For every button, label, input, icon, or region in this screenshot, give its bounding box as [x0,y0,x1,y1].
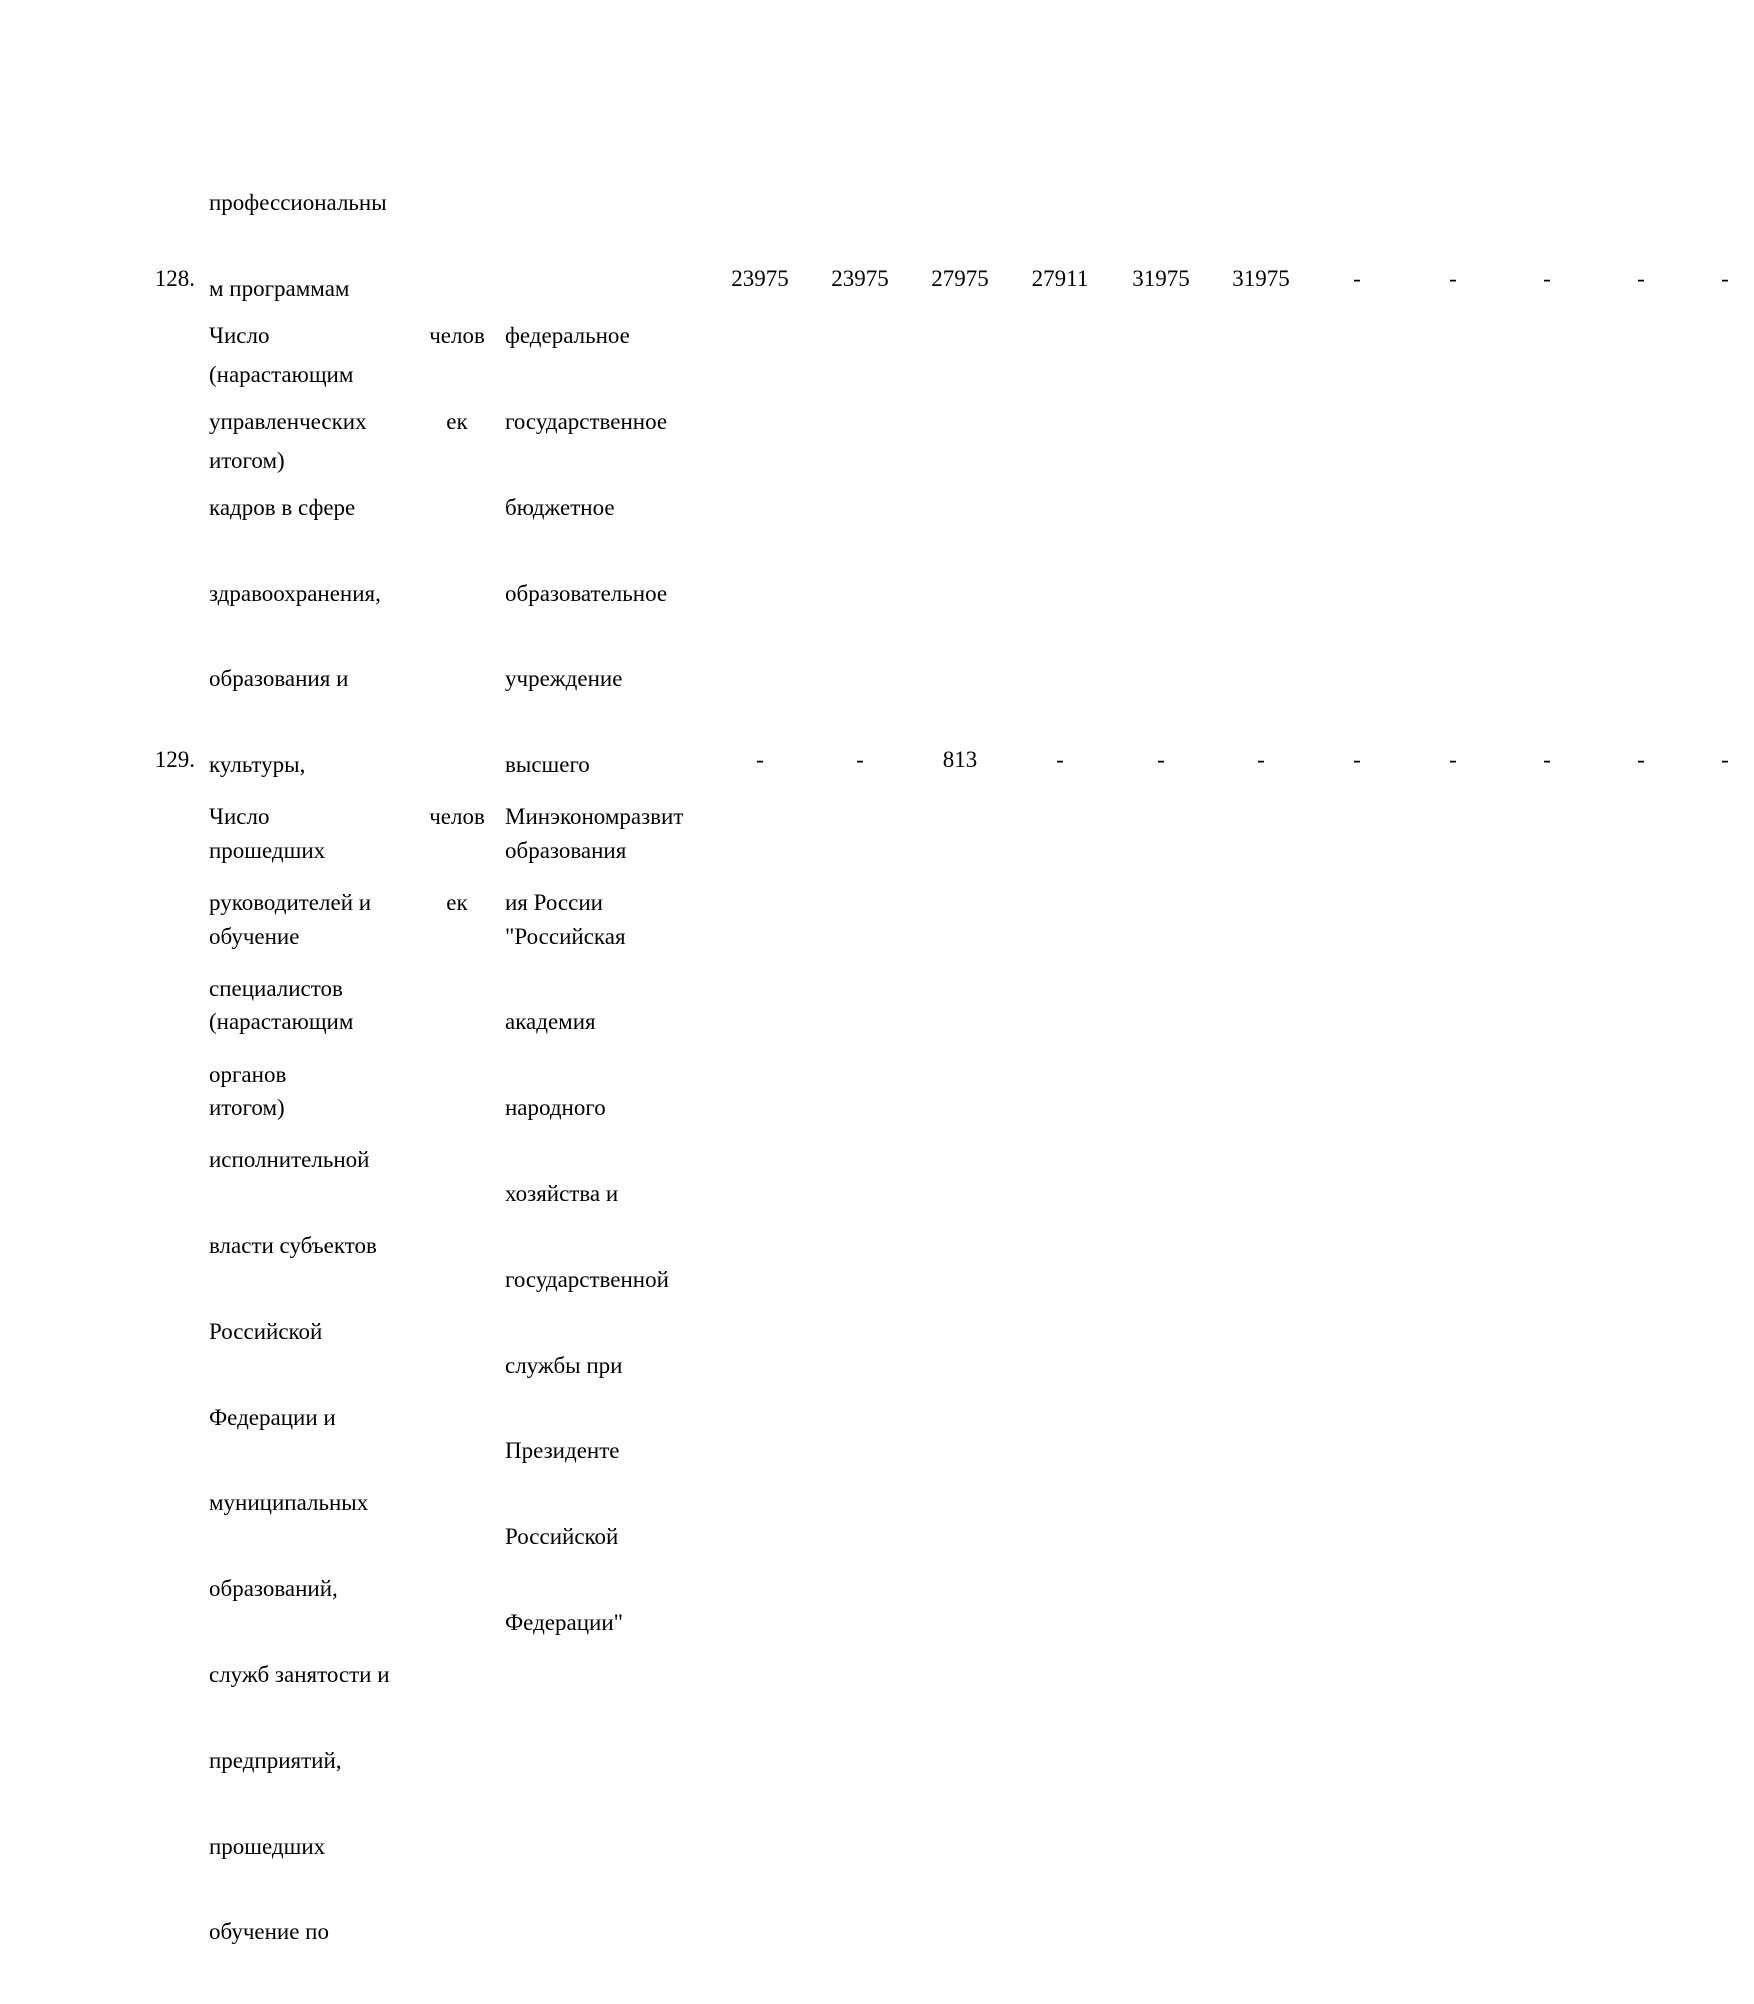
value-cell: - [756,747,764,772]
text-line: Минэкономразвит [505,804,684,830]
text-line: учреждение [505,666,623,692]
text-line: здравоохранения, [209,580,381,606]
value-cell: - [1056,747,1064,772]
text-line: Число [209,804,270,830]
value-cell: 23975 [831,266,889,291]
value-cell: - [1449,266,1457,291]
text-line: ек [446,889,468,915]
value-cell: - [1257,747,1265,772]
value-cell: 23975 [731,266,789,291]
text-line: власти субъектов [209,1233,377,1259]
row-number: 129. [154,747,195,772]
text-line: служб занятости и [209,1662,390,1687]
text-line: "Российская [505,923,626,949]
value-cell: - [1721,747,1729,772]
text-line: специалистов [209,975,343,1001]
text-line: образовательное [505,580,668,606]
value-cell: - [1721,266,1729,291]
value-cell: - [856,747,864,772]
text-line: исполнительной [209,1147,370,1173]
text-line: (нарастающим [209,361,354,387]
text-line: образования [505,837,627,863]
value-cell: - [1353,747,1361,772]
value-cell: - [1449,747,1457,772]
text-line: итогом) [209,1095,285,1121]
text-line: ек [446,408,468,434]
text-line: федеральное [505,323,630,349]
text-line: кадров в сфере [209,494,356,520]
text-line: хозяйства и [505,1181,619,1206]
value-cell: 813 [942,747,978,772]
value-cell: - [1543,266,1551,291]
text-line: бюджетное [505,494,615,520]
text-line: предприятий, [209,1747,342,1773]
text-line: управленческих [209,408,367,434]
text-line: итогом) [209,447,285,473]
unit-cell [422,265,492,494]
text-line: государственной [505,1266,669,1292]
text-line: академия [505,1009,596,1035]
value-cell: 27911 [1031,266,1089,291]
text-line: обучение [209,923,300,949]
unit-cell [422,746,492,975]
text-line: Российской [505,1524,619,1550]
text-line: Российской [209,1318,323,1344]
value-cell: - [1157,747,1165,772]
text-line: муниципальных [209,1490,369,1516]
text-line: образования и [209,666,349,692]
text-line: обучение по [209,1919,329,1945]
text-line: Федерации и [209,1404,336,1430]
text-line: (нарастающим [209,1009,354,1035]
text-line: высшего [505,752,590,778]
text-line: прошедших [209,837,326,863]
text-line: органов [209,1061,287,1087]
value-cell: - [1637,266,1645,291]
text-line: прошедших [209,1833,326,1859]
text-line: ия России [505,889,603,915]
text-line: образований, [209,1576,338,1602]
text-line: службы при [505,1352,623,1378]
value-cell: - [1637,747,1645,772]
value-cell: - [1353,266,1361,291]
text-line: руководителей и [209,889,372,915]
executor-cell [505,746,683,975]
text-line: государственное [505,408,668,434]
text-line: челов [429,804,485,830]
text-line: Президенте [505,1438,620,1464]
text-line: Федерации" [505,1609,624,1635]
text-line: м программам [209,275,350,301]
value-cell: 27975 [931,266,989,291]
text-line: челов [429,323,485,349]
indicator-cell [209,746,390,2004]
text-line: Число [209,323,270,349]
value-cell: - [1543,747,1551,772]
row-number: 128. [154,266,195,291]
text-line: профессиональны [209,190,387,216]
text-line: народного [505,1095,606,1121]
value-cell: 31975 [1232,266,1290,291]
value-cell: 31975 [1132,266,1190,291]
text-line: культуры, [209,752,306,778]
executor-cell [505,265,669,1695]
